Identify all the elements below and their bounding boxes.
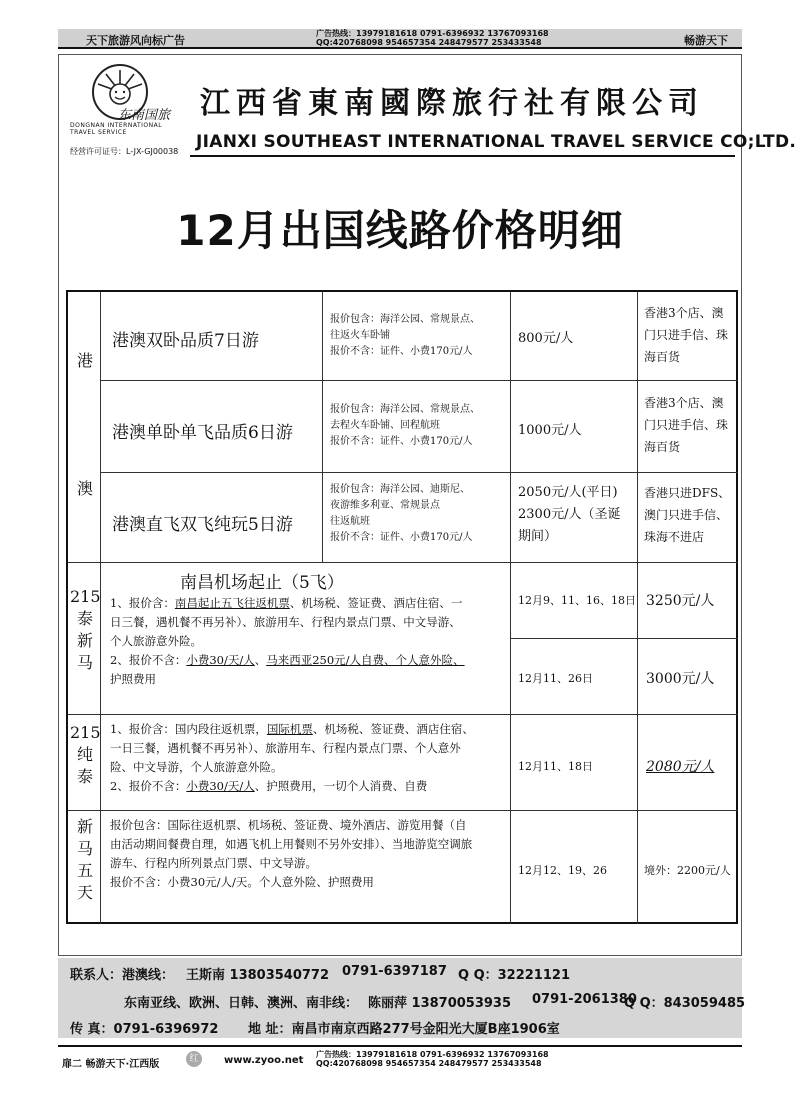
banner-left: 天下旅游风向标广告 <box>86 34 185 47</box>
price-line: 2050元/人(平日) <box>518 485 618 500</box>
license-number: 经营许可证号：L-JX-GJ00038 <box>70 147 179 156</box>
tm-date-1: 12月9、11、16、18日 <box>518 594 636 607</box>
region-macau: 澳 <box>76 479 93 498</box>
includes-line: 夜游维多利亚、常规景点 <box>330 500 440 511</box>
tm-heading: 南昌机场起止（5飞） <box>180 573 344 593</box>
text: 、机场税、签证费、酒店住宿、 <box>312 722 474 736</box>
product-includes <box>330 482 472 546</box>
edition-badge-icon: 红 <box>186 1051 202 1067</box>
excludes-line: 报价不含：证件、小费170元/人 <box>330 436 473 447</box>
text: 国际机票 <box>266 722 313 736</box>
text: 、 <box>254 653 267 667</box>
includes-line: 报价包含：海洋公园、常规景点、 <box>330 314 480 325</box>
region-char: 马 <box>76 839 93 858</box>
includes-line: 报价包含：海洋公园、常规景点、 <box>330 404 480 415</box>
shop-line: 香港只进DFS、 <box>644 486 731 500</box>
logo-en-name: DONGNAN INTERNATIONAL TRAVEL SERVICE <box>70 122 163 136</box>
hotline-line-2: QQ:420768098 954657354 248479577 253433548 <box>316 38 542 47</box>
row-divider-5 <box>68 714 738 715</box>
row-divider-1 <box>100 380 738 381</box>
th-details <box>110 720 506 796</box>
text: 一日三餐，遇机餐不再另补）、旅游用车、行程内景点门票、个人意外 <box>110 741 461 755</box>
text: 、个人意外险、 <box>384 653 465 667</box>
hotline-line-2: QQ:420768098 954657354 248479577 253433548 <box>316 1059 542 1068</box>
region-th <box>70 722 100 788</box>
price-line: 期间） <box>518 529 558 544</box>
product-name: 港澳双卧品质7日游 <box>112 331 259 351</box>
product-price: 1000元/人 <box>518 423 582 438</box>
shop-line: 门只进手信、珠 <box>644 418 729 432</box>
row-divider-4 <box>510 638 738 639</box>
region-char: 纯 <box>76 745 93 764</box>
shop-line: 香港3个店、澳 <box>644 396 724 410</box>
shop-line: 海百货 <box>644 350 681 364</box>
tm-price-1: 3250元/人 <box>646 593 715 609</box>
text: 1、报价含：国内段往返机票， <box>110 722 267 736</box>
region-tm <box>70 586 100 674</box>
tm-details <box>110 594 506 689</box>
region-sm <box>70 816 100 904</box>
text: 小费30/天/人 <box>186 653 255 667</box>
text: 报价包含：国际往返机票、机场税、签证费、境外酒店、游览用餐（自 <box>110 818 467 832</box>
shop-line: 澳门只进手信、 <box>644 508 729 522</box>
tm-date-2: 12月11、26日 <box>518 672 593 685</box>
excludes-line: 报价不含：证件、小费170元/人 <box>330 346 473 357</box>
contact-sea-phone: 0791-2061380 <box>532 992 637 1007</box>
shop-line: 门只进手信、珠 <box>644 328 729 342</box>
title-rule <box>190 155 735 157</box>
text: 、机场税、签证费、酒店住宿、一 <box>289 596 463 610</box>
row-divider-2 <box>100 472 738 473</box>
product-price <box>518 482 620 548</box>
text: 个人旅游意外险。 <box>110 634 202 648</box>
price-line: 2300元/人（圣诞 <box>518 507 621 522</box>
text: 日三餐，遇机餐不再另补）、旅游用车、行程内景点门票、中文导游、 <box>110 615 461 629</box>
shop-line: 珠海不进店 <box>644 530 705 544</box>
row-divider-6 <box>68 810 738 811</box>
shopping-note <box>644 302 728 368</box>
contact-hk-label: 联系人：港澳线： <box>70 968 175 983</box>
company-logo <box>70 64 190 156</box>
banner-hotline <box>316 29 549 47</box>
includes-line: 去程火车卧铺、回程航班 <box>330 420 440 431</box>
contact-sea-qq: Q Q：843059485 <box>624 996 746 1011</box>
text: 、护照费用，一切个人消费、自费 <box>254 779 428 793</box>
shop-line: 香港3个店、澳 <box>644 306 724 320</box>
text: 马来西亚250元/人自费 <box>266 653 385 667</box>
th-date: 12月11、18日 <box>518 760 593 773</box>
top-banner <box>58 29 742 49</box>
th-price: 2080元/人 <box>646 759 715 775</box>
contact-hk-phone: 0791-6397187 <box>342 964 447 979</box>
shop-line: 海百货 <box>644 440 681 454</box>
shopping-note <box>644 392 728 458</box>
contact-sea-label: 东南亚线、欧洲、日韩、澳洲、南非线： <box>124 996 359 1011</box>
col-divider-region <box>100 292 101 924</box>
logo-cn-name: 东南国旅 <box>118 108 171 123</box>
shopping-note <box>644 482 730 548</box>
region-char: 新 <box>76 817 93 836</box>
sm-date: 12月12、19、26 <box>518 864 607 877</box>
page-label: 扉二 畅游天下·江西版 <box>62 1059 160 1070</box>
region-char: 马 <box>76 653 93 672</box>
region-char: 泰 <box>76 767 93 786</box>
sm-price: 境外：2200元/人 <box>644 864 731 877</box>
text: 险、中文导游，个人旅游意外险。 <box>110 760 283 774</box>
region-char: 215 <box>70 723 101 742</box>
text: 1、报价含： <box>110 596 175 610</box>
fax-number: 传 真：0791-6396972 <box>70 1022 219 1037</box>
col-divider-name <box>322 292 323 562</box>
page-title: 12月出国线路价格明细 <box>176 206 624 255</box>
sm-details <box>110 816 508 892</box>
region-char: 泰 <box>76 609 93 628</box>
tm-price-2: 3000元/人 <box>646 671 715 687</box>
region-hk: 港 <box>76 351 93 370</box>
contact-sea-person: 陈丽萍 13870053935 <box>368 996 512 1011</box>
col-divider-incl <box>510 292 511 924</box>
product-price: 800元/人 <box>518 331 574 346</box>
includes-line: 往返火车卧铺 <box>330 330 390 341</box>
text: 游车、行程内所列景点门票、中文导游。 <box>110 856 317 870</box>
contact-hk-person: 王斯南 13803540772 <box>186 968 330 983</box>
company-en-name: JIANXI SOUTHEAST INTERNATIONAL TRAVEL SERVICE CO;LTD. <box>196 132 797 152</box>
text: 小费30/天/人 <box>186 779 255 793</box>
col-divider-price <box>637 292 638 924</box>
product-name: 港澳单卧单飞品质6日游 <box>112 423 293 443</box>
excludes-line: 报价不含：证件、小费170元/人 <box>330 532 473 543</box>
product-name: 港澳直飞双飞纯玩5日游 <box>112 515 293 535</box>
company-cn-name: 江西省東南國際旅行社有限公司 <box>200 86 704 121</box>
row-divider-3 <box>68 562 738 563</box>
region-char: 新 <box>76 631 93 650</box>
region-char: 天 <box>76 883 93 902</box>
region-char: 五 <box>76 861 93 880</box>
bottom-banner <box>58 1045 742 1073</box>
hotline-line-1: 广告热线：13979181618 0791-6396932 13767093168 <box>316 29 549 38</box>
text: 由活动期间餐费自理，如遇飞机上用餐则不另外安排）、当地游览空调旅 <box>110 837 473 851</box>
includes-line: 报价包含：海洋公园、迪斯尼、 <box>330 484 470 495</box>
hotline-line-1: 广告热线：13979181618 0791-6396932 13767093168 <box>316 1050 549 1059</box>
address: 地 址：南昌市南京西路277号金阳光大厦B座1906室 <box>248 1022 560 1037</box>
product-includes <box>330 402 480 450</box>
text: 2、报价不含： <box>110 779 187 793</box>
website-link[interactable]: www.zyoo.net <box>224 1055 304 1066</box>
contact-footer <box>58 958 746 1038</box>
product-includes <box>330 312 480 360</box>
text: 护照费用 <box>110 672 156 686</box>
price-table <box>66 290 738 924</box>
text: 2、报价不含： <box>110 653 187 667</box>
contact-hk-qq: Q Q：32221121 <box>458 968 570 983</box>
includes-line: 往返航班 <box>330 516 370 527</box>
region-char: 215 <box>70 587 101 606</box>
bottom-hotline <box>316 1050 549 1068</box>
text: 报价不含：小费30元/人/天。个人意外险、护照费用 <box>110 875 374 889</box>
text: 南昌起止五飞往返机票 <box>174 596 290 610</box>
banner-right: 畅游天下 <box>684 34 728 47</box>
